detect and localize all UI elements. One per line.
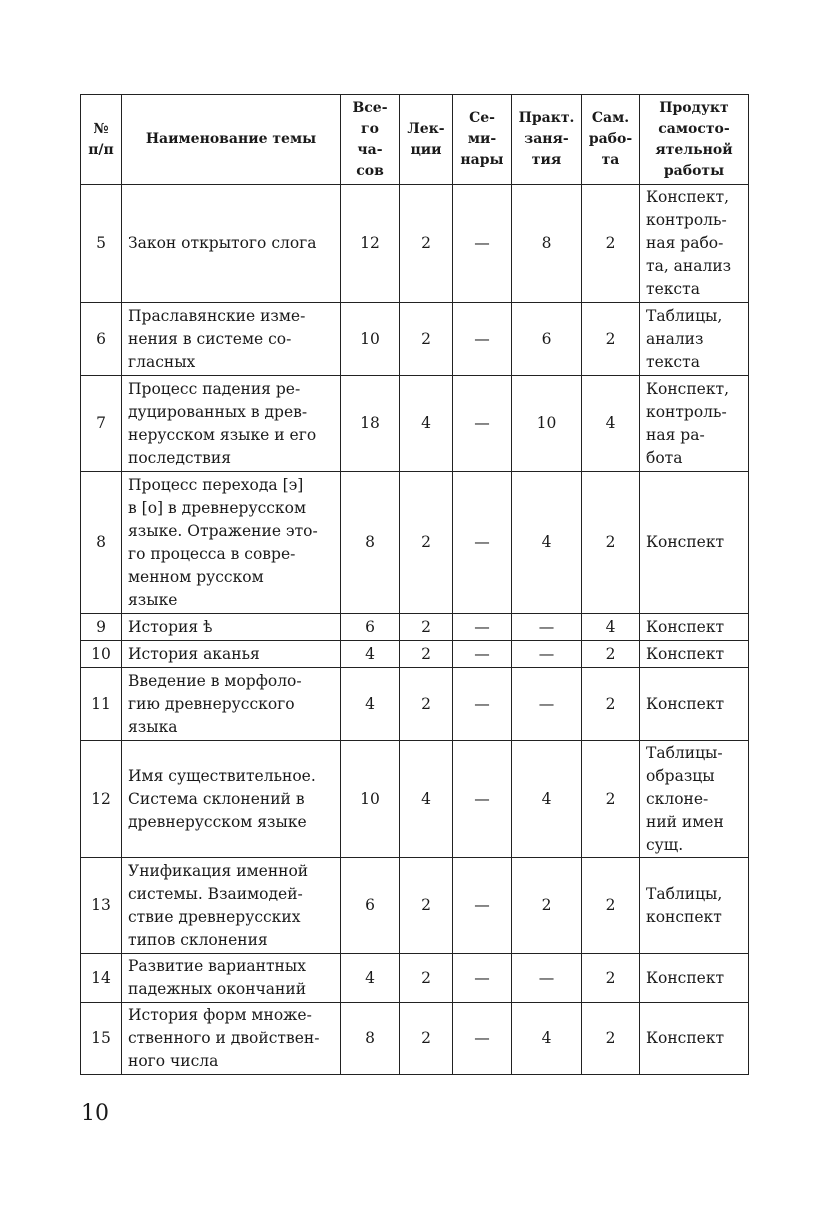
product-cell-line: Таблицы, — [646, 884, 723, 903]
total-hours-cell: 12 — [341, 185, 400, 303]
self-work-cell: 2 — [582, 954, 640, 1003]
topic-cell-line: Процесс перехода [э] — [128, 475, 304, 494]
practice-cell: — — [512, 614, 582, 641]
header-text: Продукт — [659, 99, 729, 116]
practice-cell: — — [512, 668, 582, 741]
total-hours-cell: 4 — [341, 668, 400, 741]
topic-cell-line: ственного и двойствен- — [128, 1029, 320, 1047]
practice-cell: — — [512, 641, 582, 668]
seminars-cell: — — [453, 614, 512, 641]
product-cell-line: склоне- — [646, 789, 709, 808]
table-row — [81, 741, 749, 858]
topic-cell-line: Введение в морфоло- — [128, 671, 302, 690]
table-row — [81, 614, 749, 641]
table-row — [81, 303, 749, 376]
topic-cell — [122, 858, 341, 954]
table-row — [81, 376, 749, 472]
header-text: п/п — [88, 141, 114, 158]
header-text: ча- — [357, 141, 383, 158]
product-cell-line: Конспект — [646, 968, 725, 987]
table-row — [81, 641, 749, 668]
self-work-cell: 2 — [582, 741, 640, 858]
header-text: Наименование темы — [145, 131, 317, 147]
lectures-cell: 2 — [400, 303, 453, 376]
lectures-cell: 2 — [400, 1003, 453, 1075]
header-text: заня- — [524, 131, 569, 147]
col-product-header — [640, 95, 749, 185]
lectures-cell: 4 — [400, 376, 453, 472]
header-text: Се- — [469, 110, 495, 126]
self-work-cell: 2 — [582, 668, 640, 741]
table-header-row — [81, 95, 749, 185]
topic-cell-line: нения в системе со- — [128, 329, 292, 348]
topic-cell-line: типов склонения — [128, 930, 268, 949]
table-row — [81, 668, 749, 741]
lectures-cell: 2 — [400, 858, 453, 954]
row-number-cell: 6 — [81, 303, 122, 376]
row-number-cell: 15 — [81, 1003, 122, 1075]
header-text: ми- — [467, 131, 497, 147]
product-cell-line: текста — [646, 352, 700, 371]
product-cell-line: анализ — [646, 329, 704, 348]
topic-cell-line: История форм множе- — [128, 1006, 312, 1024]
product-cell-line: Конспект, — [646, 188, 730, 206]
product-cell — [640, 641, 749, 668]
row-number-cell: 7 — [81, 376, 122, 472]
topic-cell-line: История ѣ — [128, 617, 213, 636]
total-hours-cell: 8 — [341, 1003, 400, 1075]
seminars-cell: — — [453, 472, 512, 614]
product-cell-line: конспект — [646, 907, 722, 926]
topic-cell-line: в [о] в древнерусском — [128, 498, 307, 517]
lectures-cell: 2 — [400, 185, 453, 303]
topic-cell-line: гласных — [128, 352, 196, 371]
table-body — [81, 185, 749, 1075]
col-total-hours-header — [341, 95, 400, 185]
topic-cell-line: системы. Взаимодей- — [128, 884, 303, 903]
row-number-cell: 10 — [81, 641, 122, 668]
seminars-cell: — — [453, 858, 512, 954]
topic-cell-line: нерусском языке и его — [128, 425, 317, 444]
header-text: та — [601, 152, 620, 168]
practice-cell: — — [512, 954, 582, 1003]
seminars-cell: — — [453, 668, 512, 741]
table-row — [81, 185, 749, 303]
total-hours-cell: 6 — [341, 614, 400, 641]
lectures-cell: 2 — [400, 614, 453, 641]
product-cell — [640, 741, 749, 858]
col-topic-header — [122, 95, 341, 185]
page-number: 10 — [81, 1101, 109, 1126]
header-text: Сам. — [591, 110, 630, 126]
topic-cell-line: Процесс падения ре- — [128, 379, 301, 398]
product-cell-line: ная ра- — [646, 425, 705, 444]
row-number-cell: 9 — [81, 614, 122, 641]
header-text: ции — [410, 141, 442, 158]
topic-cell-line: гию древнерусского — [128, 694, 295, 713]
seminars-cell: — — [453, 741, 512, 858]
col-number-header — [81, 95, 122, 185]
total-hours-cell: 6 — [341, 858, 400, 954]
product-cell — [640, 954, 749, 1003]
topic-cell-line: Праславянские изме- — [128, 306, 306, 325]
total-hours-cell: 10 — [341, 303, 400, 376]
header-text: Практ. — [518, 110, 575, 126]
practice-cell: 10 — [512, 376, 582, 472]
topic-cell-line: языке. Отражение это- — [128, 521, 318, 540]
topic-cell — [122, 668, 341, 741]
row-number-cell: 5 — [81, 185, 122, 303]
seminars-cell: — — [453, 303, 512, 376]
row-number-cell: 12 — [81, 741, 122, 858]
self-work-cell: 2 — [582, 1003, 640, 1075]
topic-cell — [122, 741, 341, 858]
product-cell — [640, 858, 749, 954]
topic-cell-line: языке — [128, 590, 178, 609]
topic-cell-line: Закон открытого слога — [128, 234, 317, 252]
table-row — [81, 1003, 749, 1075]
self-work-cell: 2 — [582, 303, 640, 376]
seminars-cell: — — [453, 1003, 512, 1075]
col-lectures-header — [400, 95, 453, 185]
topic-cell-line: Имя существительное. — [128, 766, 316, 785]
product-cell-line: та, анализ — [646, 257, 732, 275]
practice-cell: 4 — [512, 1003, 582, 1075]
product-cell-line: Таблицы, — [646, 306, 723, 325]
product-cell — [640, 376, 749, 472]
product-cell-line: Конспект, — [646, 379, 730, 398]
total-hours-cell: 8 — [341, 472, 400, 614]
topic-cell — [122, 303, 341, 376]
header-text: № — [93, 120, 109, 137]
self-work-cell: 4 — [582, 376, 640, 472]
row-number-cell: 13 — [81, 858, 122, 954]
product-cell-line: Таблицы- — [646, 743, 723, 762]
product-cell-line: контроль- — [646, 402, 727, 421]
header-text: самосто- — [658, 120, 730, 137]
product-cell — [640, 668, 749, 741]
topic-cell — [122, 954, 341, 1003]
header-text: рабо- — [588, 131, 633, 147]
table-row — [81, 858, 749, 954]
product-cell-line: Конспект — [646, 617, 725, 636]
product-cell-line: Конспект — [646, 644, 725, 663]
product-cell-line: Конспект — [646, 694, 725, 713]
topic-cell-line: Развитие вариантных — [128, 957, 306, 975]
table-row — [81, 954, 749, 1003]
lectures-cell: 2 — [400, 668, 453, 741]
self-work-cell: 2 — [582, 858, 640, 954]
topic-cell-line: последствия — [128, 448, 231, 467]
row-number-cell: 8 — [81, 472, 122, 614]
course-plan-table — [80, 94, 749, 1075]
practice-cell: 4 — [512, 741, 582, 858]
total-hours-cell: 10 — [341, 741, 400, 858]
self-work-cell: 4 — [582, 614, 640, 641]
product-cell-line: ная рабо- — [646, 234, 724, 252]
header-text: го — [361, 120, 379, 137]
topic-cell-line: древнерусском языке — [128, 812, 307, 831]
topic-cell-line: Система склонений в — [128, 789, 305, 808]
row-number-cell: 14 — [81, 954, 122, 1003]
topic-cell-line: Унификация именной — [128, 861, 309, 880]
product-cell — [640, 303, 749, 376]
product-cell-line: контроль- — [646, 211, 727, 229]
header-text: Лек- — [407, 120, 445, 137]
topic-cell — [122, 185, 341, 303]
product-cell-line: Конспект — [646, 533, 725, 551]
product-cell-line: Конспект — [646, 1029, 725, 1047]
header-text: ятельной — [655, 141, 733, 158]
topic-cell-line: ного числа — [128, 1052, 219, 1070]
topic-cell-line: языка — [128, 717, 178, 736]
col-self-work-header — [582, 95, 640, 185]
header-text: Все- — [352, 99, 388, 116]
product-cell — [640, 185, 749, 303]
total-hours-cell: 4 — [341, 641, 400, 668]
practice-cell: 6 — [512, 303, 582, 376]
practice-cell: 4 — [512, 472, 582, 614]
product-cell — [640, 472, 749, 614]
product-cell-line: образцы — [646, 766, 715, 785]
seminars-cell: — — [453, 185, 512, 303]
product-cell-line: сущ. — [646, 835, 684, 854]
topic-cell-line: История аканья — [128, 644, 260, 663]
self-work-cell: 2 — [582, 185, 640, 303]
practice-cell: 8 — [512, 185, 582, 303]
seminars-cell: — — [453, 641, 512, 668]
topic-cell-line: менном русском — [128, 567, 264, 586]
total-hours-cell: 18 — [341, 376, 400, 472]
self-work-cell: 2 — [582, 472, 640, 614]
total-hours-cell: 4 — [341, 954, 400, 1003]
header-text: работы — [663, 162, 725, 179]
topic-cell-line: ствие древнерусских — [128, 907, 301, 926]
topic-cell — [122, 1003, 341, 1075]
header-text: тия — [531, 152, 562, 168]
col-practice-header — [512, 95, 582, 185]
self-work-cell: 2 — [582, 641, 640, 668]
practice-cell: 2 — [512, 858, 582, 954]
seminars-cell: — — [453, 376, 512, 472]
topic-cell — [122, 641, 341, 668]
lectures-cell: 2 — [400, 641, 453, 668]
table-row — [81, 472, 749, 614]
col-seminars-header — [453, 95, 512, 185]
row-number-cell: 11 — [81, 668, 122, 741]
topic-cell — [122, 614, 341, 641]
header-text: сов — [356, 162, 384, 179]
lectures-cell: 2 — [400, 954, 453, 1003]
product-cell — [640, 614, 749, 641]
topic-cell-line: дуцированных в древ- — [128, 402, 308, 421]
topic-cell-line: падежных окончаний — [128, 980, 307, 998]
product-cell — [640, 1003, 749, 1075]
topic-cell — [122, 472, 341, 614]
product-cell-line: ний имен — [646, 812, 724, 831]
product-cell-line: текста — [646, 280, 700, 298]
topic-cell — [122, 376, 341, 472]
product-cell-line: бота — [646, 448, 683, 467]
header-text: нары — [460, 152, 504, 168]
lectures-cell: 4 — [400, 741, 453, 858]
seminars-cell: — — [453, 954, 512, 1003]
topic-cell-line: го процесса в совре- — [128, 544, 296, 563]
lectures-cell: 2 — [400, 472, 453, 614]
